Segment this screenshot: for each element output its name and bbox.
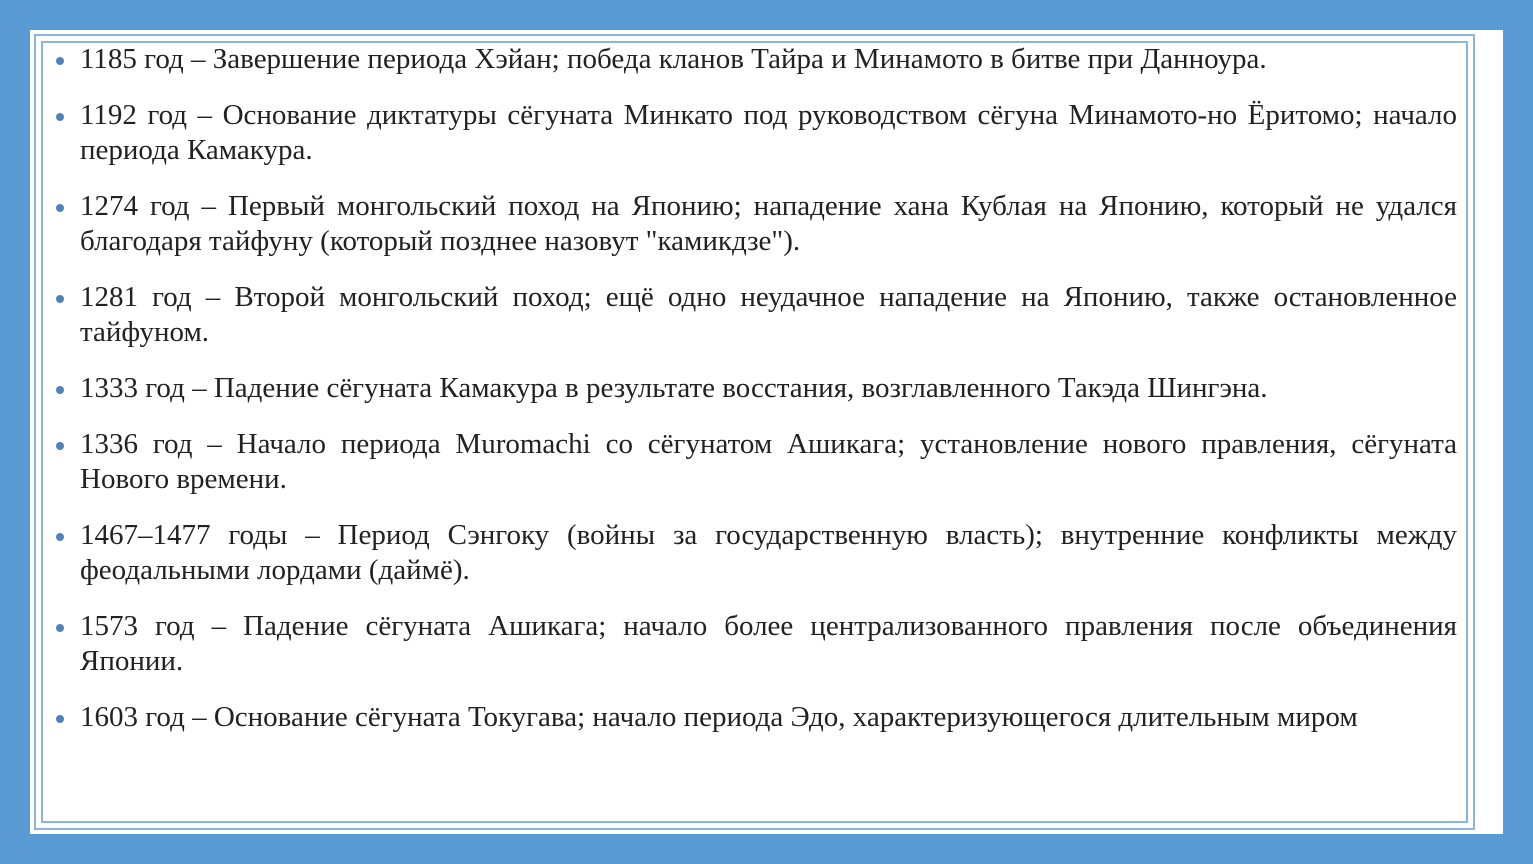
- timeline-item-1603: [52, 700, 1457, 735]
- timeline-item-text: 1336 год – Начало периода Muromachi со сёгунатом Ашикага; установление нового правления, сёгуната Нового времени.: [80, 428, 1457, 495]
- timeline-item-1281: [52, 280, 1457, 350]
- bullet-icon: [56, 204, 64, 212]
- timeline-item-1333: [52, 371, 1457, 406]
- slide: [30, 30, 1503, 834]
- timeline-item-1192: [52, 98, 1457, 168]
- bullet-icon: [56, 533, 64, 541]
- bullet-icon: [56, 57, 64, 65]
- timeline-item-text: 1185 год – Завершение периода Хэйан; победа кланов Тайра и Минамото в битве при Данноура.: [80, 43, 1267, 75]
- timeline-item-1274: [52, 189, 1457, 259]
- timeline-item-1467-1477: [52, 518, 1457, 588]
- timeline-item-text: 1333 год – Падение сёгуната Камакура в результате восстания, возглавленного Такэда Шингэна.: [80, 372, 1268, 404]
- bullet-icon: [56, 113, 64, 121]
- timeline-item-text: 1274 год – Первый монгольский поход на Японию; нападение хана Кублая на Японию, который не удался благодаря тайфуну (который позднее назовут "камикдзе").: [80, 190, 1457, 257]
- bullet-icon: [56, 624, 64, 632]
- timeline-content: [52, 42, 1457, 756]
- timeline-item-text: 1281 год – Второй монгольский поход; ещё одно неудачное нападение на Японию, также остановленное тайфуном.: [80, 281, 1457, 348]
- timeline-item-1573: [52, 609, 1457, 679]
- bullet-icon: [56, 715, 64, 723]
- timeline-item-text: 1603 год – Основание сёгуната Токугава; начало периода Эдо, характеризующегося длительным миром: [80, 701, 1358, 733]
- timeline-item-1185: [52, 42, 1457, 77]
- timeline-item-text: 1573 год – Падение сёгуната Ашикага; начало более централизованного правления после объединения Японии.: [80, 610, 1457, 677]
- bullet-icon: [56, 442, 64, 450]
- bullet-icon: [56, 295, 64, 303]
- timeline-item-text: 1467–1477 годы – Период Сэнгоку (войны за государственную власть); внутренние конфликты между феодальными лордами (даймё).: [80, 519, 1457, 586]
- bullet-icon: [56, 386, 64, 394]
- timeline-item-1336: [52, 427, 1457, 497]
- timeline-item-text: 1192 год – Основание диктатуры сёгуната Минкато под руководством сёгуна Минамото-но Ёритомо; начало периода Камакура.: [80, 99, 1457, 166]
- timeline-list: [52, 42, 1457, 735]
